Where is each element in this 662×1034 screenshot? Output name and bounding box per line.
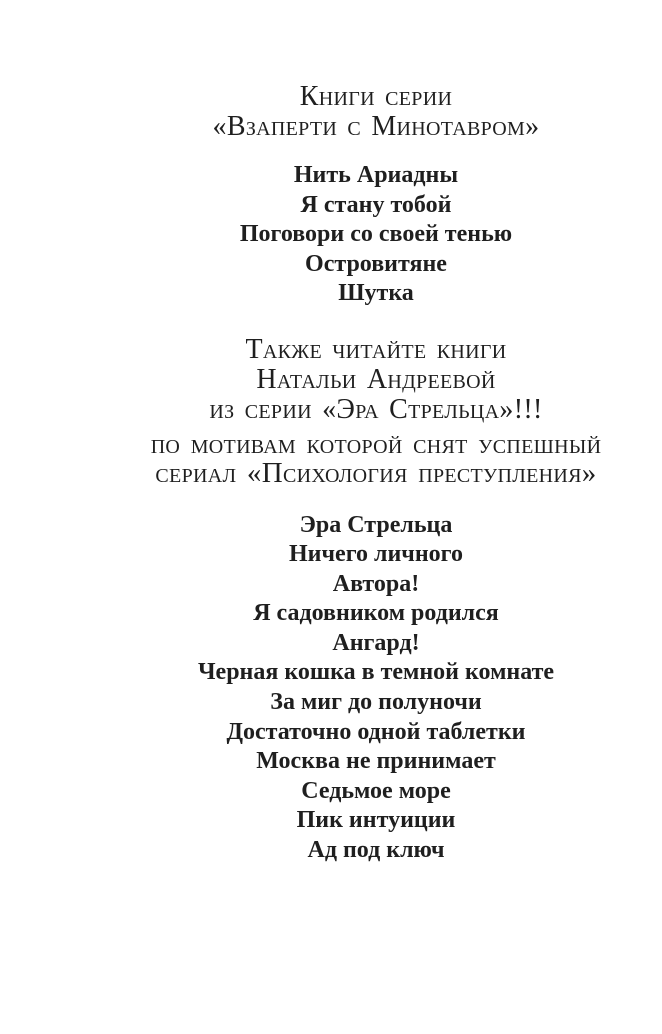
book-title: Шутка: [338, 280, 414, 306]
series2-subheading: [90, 427, 662, 489]
book-title: Автора!: [332, 570, 420, 597]
book-title: Седьмое море: [301, 777, 451, 804]
book-title: За миг до полуночи: [270, 689, 482, 716]
book-title: Достаточно одной таблетки: [226, 718, 526, 745]
series1-heading: [90, 0, 662, 142]
book-title: Ад под ключ: [307, 837, 445, 864]
book-title: Нить Ариадны: [293, 162, 459, 188]
book-title: Эра Стрельца: [299, 511, 453, 538]
text-column: [90, 0, 662, 866]
book-title: Я стану тобой: [300, 191, 452, 218]
series2-heading-line3: из серии «Эра Стрельца»!!!: [209, 393, 543, 425]
series2-subheading-line2: сериал «Психология преступления»: [155, 456, 597, 489]
book-title: Ничего личного: [289, 541, 463, 568]
series1-book-list: [90, 161, 662, 309]
series1-heading-line1: Книги серии: [299, 81, 453, 112]
book-title: Я садовником родился: [253, 600, 499, 627]
series2-heading-line1: Также читайте книги: [245, 333, 507, 365]
book-title: Островитяне: [305, 250, 447, 277]
book-title: Пик интуиции: [296, 807, 456, 834]
series2-subheading-line1: по мотивам которой снят успешный: [150, 427, 602, 460]
series1-heading-line2: «Взаперти с Минотавром»: [212, 111, 540, 142]
book-title: Ангард!: [332, 629, 420, 656]
book-title: Черная кошка в темной комнате: [197, 659, 555, 686]
series2-book-list: [90, 511, 662, 866]
series2-heading-line2: Натальи Андреевой: [256, 363, 496, 395]
series2-heading: [90, 335, 662, 425]
book-title: Москва не принимает: [256, 748, 496, 775]
book-title: Поговори со своей тенью: [239, 221, 513, 247]
